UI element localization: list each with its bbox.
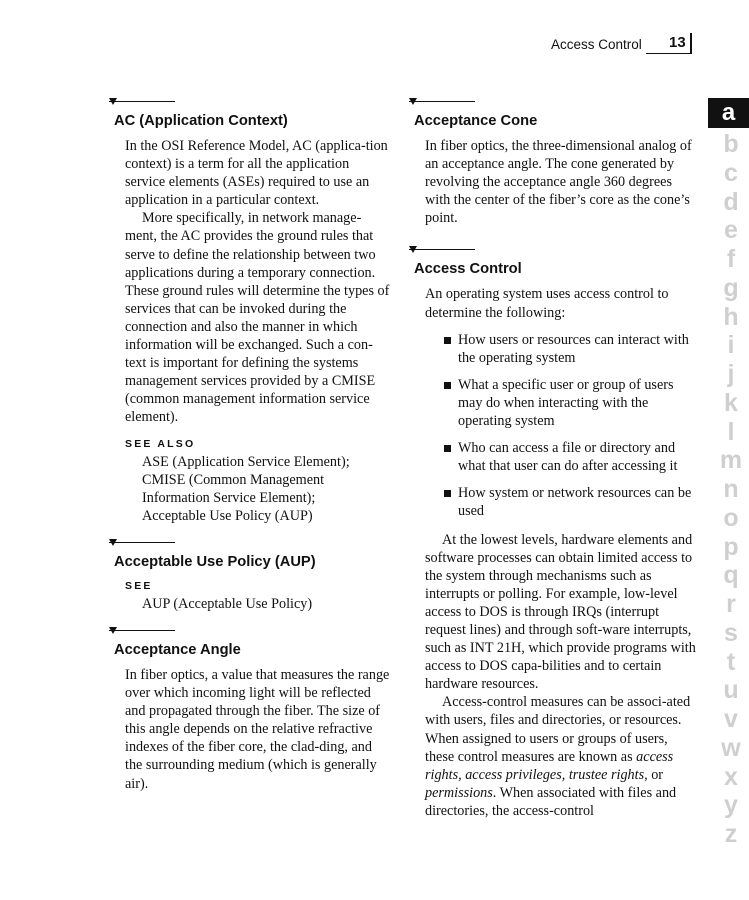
entry-marker	[408, 98, 696, 108]
thumb-index-letter: c	[724, 158, 738, 187]
bullet-item	[425, 331, 696, 367]
entry-aup	[108, 539, 390, 613]
thumb-index-letter: s	[724, 618, 738, 647]
see-also-list	[142, 453, 390, 525]
emphasized-term: permissions	[425, 784, 493, 801]
see-item: AUP (Acceptable Use Policy)	[142, 595, 313, 612]
see-list	[142, 595, 390, 613]
bullet-item	[425, 484, 696, 520]
entry-marker	[108, 98, 390, 108]
entry-body	[425, 285, 696, 820]
entry-body	[425, 137, 696, 227]
bullet-text: Who can access a file or directory and what that user can do after accessing it	[458, 440, 678, 475]
thumb-index-letter: i	[727, 331, 735, 360]
paragraph: More specifically, in network manage-ment, the AC provides the ground rules that serve to define the relationship between two applications during a temporary connection. These ground rules will determine the types of services that can be invoked during the connection and also the manner in which information will be exchanged. Such a con-text is important for defining the systems management services provided by a CMISE (common management information service element).	[125, 210, 390, 426]
entry-heading: AC (Application Context)	[114, 113, 288, 129]
running-header-title: Access Control	[551, 37, 642, 52]
paragraph	[425, 693, 696, 820]
thumb-index-letter: o	[723, 503, 739, 532]
entry-body	[125, 137, 390, 427]
see-also-item: Acceptable Use Policy (AUP)	[142, 507, 313, 524]
thumb-index-letter: v	[724, 705, 738, 733]
entry-ac	[108, 98, 390, 525]
entry-heading: Access Control	[414, 261, 522, 278]
see-also-item: CMISE (Common Management	[142, 471, 325, 488]
thumb-index-letter: e	[724, 216, 738, 245]
thumb-index-letter: r	[726, 590, 736, 618]
entry-body	[125, 666, 390, 793]
see-also-item: ASE (Application Service Element);	[142, 453, 350, 470]
bullet-item	[425, 376, 696, 430]
thumb-index-letter: h	[723, 302, 739, 331]
left-column	[108, 98, 390, 793]
see-also-item: Information Service Element);	[142, 489, 316, 506]
thumb-index-letter: w	[721, 733, 741, 762]
thumb-index-letter: f	[726, 245, 736, 273]
thumb-index-letter: l	[727, 417, 735, 446]
bullet-list	[425, 331, 696, 521]
emphasized-terms: access rights, access privileges, trustee rights,	[425, 748, 674, 783]
thumb-index-letter: p	[723, 532, 739, 561]
entry-acceptance-angle	[108, 627, 390, 793]
paragraph: At the lowest levels, hardware elements and software processes can obtain limited access to the system through mechanisms such as interrupts or polling. For example, low-level access to DOS is through IRQs (interrupt request lines) and through soft-ware interrupts, such as INT 21H, which provide programs with access to DOS capa-bilities and to certain hardware resources.	[425, 531, 696, 693]
thumb-index-letter: d	[723, 187, 739, 216]
paragraph: An operating system uses access control to determine the following:	[425, 286, 669, 321]
thumb-index-letter: x	[724, 762, 738, 791]
entry-heading: Acceptable Use Policy (AUP)	[114, 553, 316, 570]
paragraph-text: or	[647, 766, 664, 783]
paragraph: In fiber optics, the three-dimensional analog of an acceptance angle. The cone generated by revolving the acceptance angle 360 degrees with the center of the fiber’s core as the cone’s point.	[425, 138, 692, 227]
entry-heading: Acceptance Angle	[114, 641, 241, 658]
bullet-item	[425, 439, 696, 475]
thumb-index-letter: u	[723, 676, 739, 705]
entry-access-control	[408, 246, 696, 820]
thumb-index-letter: t	[726, 647, 736, 676]
thumb-index-letter: m	[719, 446, 743, 475]
entry-marker	[408, 246, 696, 256]
see-label: SEE	[125, 579, 153, 592]
see-also-label: SEE ALSO	[125, 437, 196, 450]
bullet-text: What a specific user or group of users may do when interacting with the operating system	[458, 376, 674, 430]
thumb-index-letter: j	[727, 360, 735, 388]
bullet-text: How system or network resources can be used	[458, 485, 692, 520]
paragraph-text: Access-control measures can be associ-ated with users, files and directories, or resources. When assigned to users or groups of users, these control measures are known as	[425, 694, 691, 765]
bullet-text: How users or resources can interact with the operating system	[458, 331, 689, 366]
thumb-index-active-letter: a	[708, 98, 749, 128]
thumb-index-letter: q	[723, 561, 739, 590]
paragraph: In fiber optics, a value that measures the range over which incoming light will be reflected and propagated through the fiber. The size of this angle depends on the relative refractive indexes of the fiber core, the clad-ding, and the surrounding medium (which is generally air).	[125, 666, 390, 792]
entry-marker	[108, 539, 390, 549]
header-vertical-rule	[690, 33, 692, 54]
entry-marker	[108, 627, 390, 637]
paragraph-text: . When associated with files and directories, the access-control	[425, 784, 677, 819]
page-number: 13	[669, 34, 686, 51]
paragraph: In the OSI Reference Model, AC (applica-tion context) is a term for all the application service elements (ASEs) required to use an application in a particular context.	[125, 138, 388, 209]
thumb-index-letter: k	[724, 388, 738, 417]
right-column	[408, 98, 696, 820]
thumb-index-letter: g	[723, 273, 739, 302]
entry-acceptance-cone	[408, 98, 696, 227]
thumb-index-letter: n	[723, 475, 739, 503]
entry-heading: Acceptance Cone	[414, 113, 538, 129]
header-rule	[646, 53, 690, 54]
thumb-index-letter: y	[724, 791, 738, 820]
thumb-index-letter: z	[724, 820, 738, 848]
thumb-index-letter: b	[723, 130, 739, 158]
